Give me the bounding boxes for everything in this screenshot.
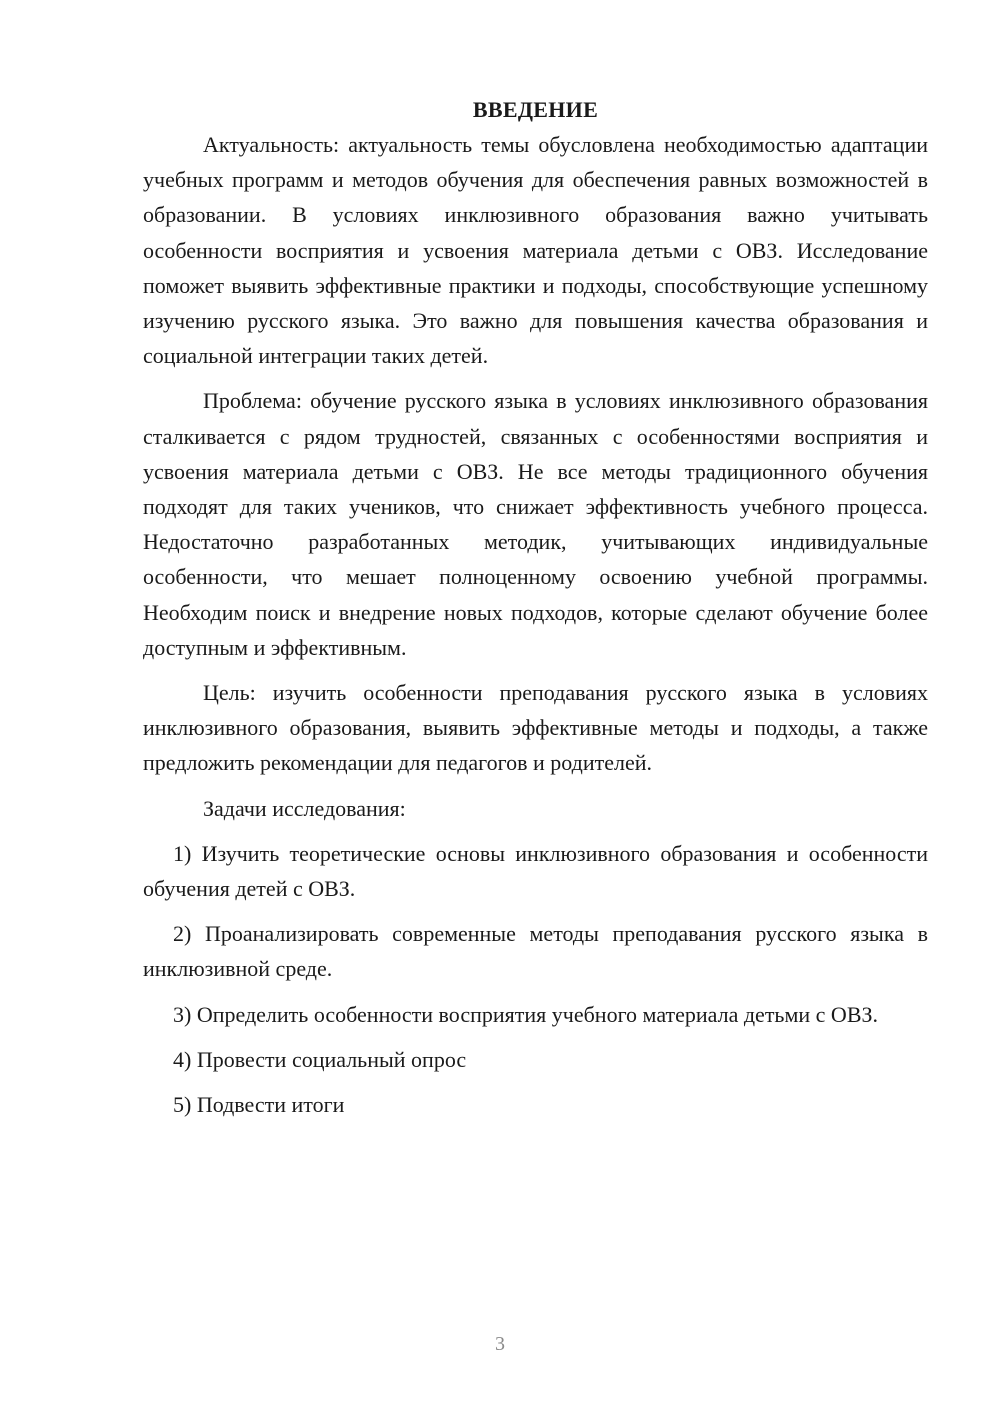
document-page [143,92,928,1122]
paragraph-relevance: Актуальность: актуальность темы обусловлена необходимостью адаптации учебных программ и методов обучения для обеспечения равных возможностей в образовании. В условиях инклюзивного образования важно учитывать особенности восприятия и усвоения материала детьми с ОВЗ. Исследование поможет выявить эффективные практики и подходы, способствующие успешному изучению русского языка. Это важно для повышения качества образования и социальной интеграции таких детей. [143,132,928,369]
task-item-4: 4) Провести социальный опрос [173,1046,467,1072]
tasks-heading: Задачи исследования: [203,795,406,821]
task-item-1: 1) Изучить теоретические основы инклюзивного образования и особенности обучения детей с ОВЗ. [143,840,928,902]
task-item-3: 3) Определить особенности восприятия учебного материала детьми с ОВЗ. [173,1001,879,1027]
paragraph-problem: Проблема: обучение русского языка в условиях инклюзивного образования сталкивается с рядом трудностей, связанных с особенностями восприятия и усвоения материала детьми с ОВЗ. Не все методы традиционного обучения подходят для таких учеников, что снижает эффективность учебного процесса. Недостаточно разработанных методик, учитывающих индивидуальные особенности, что мешает полноценному освоению учебной программы. Необходим поиск и внедрение новых подходов, которые сделают обучение более доступным и эффективным. [143,388,928,660]
task-item-5: 5) Подвести итоги [173,1092,345,1118]
paragraph-goal: Цель: изучить особенности преподавания русского языка в условиях инклюзивного образования, выявить эффективные методы и подходы, а также предложить рекомендации для педагогов и родителей. [143,680,928,776]
task-item-2: 2) Проанализировать современные методы преподавания русского языка в инклюзивной среде. [143,921,928,982]
page-number: 3 [495,1333,505,1355]
page-title: ВВЕДЕНИЕ [472,97,599,122]
